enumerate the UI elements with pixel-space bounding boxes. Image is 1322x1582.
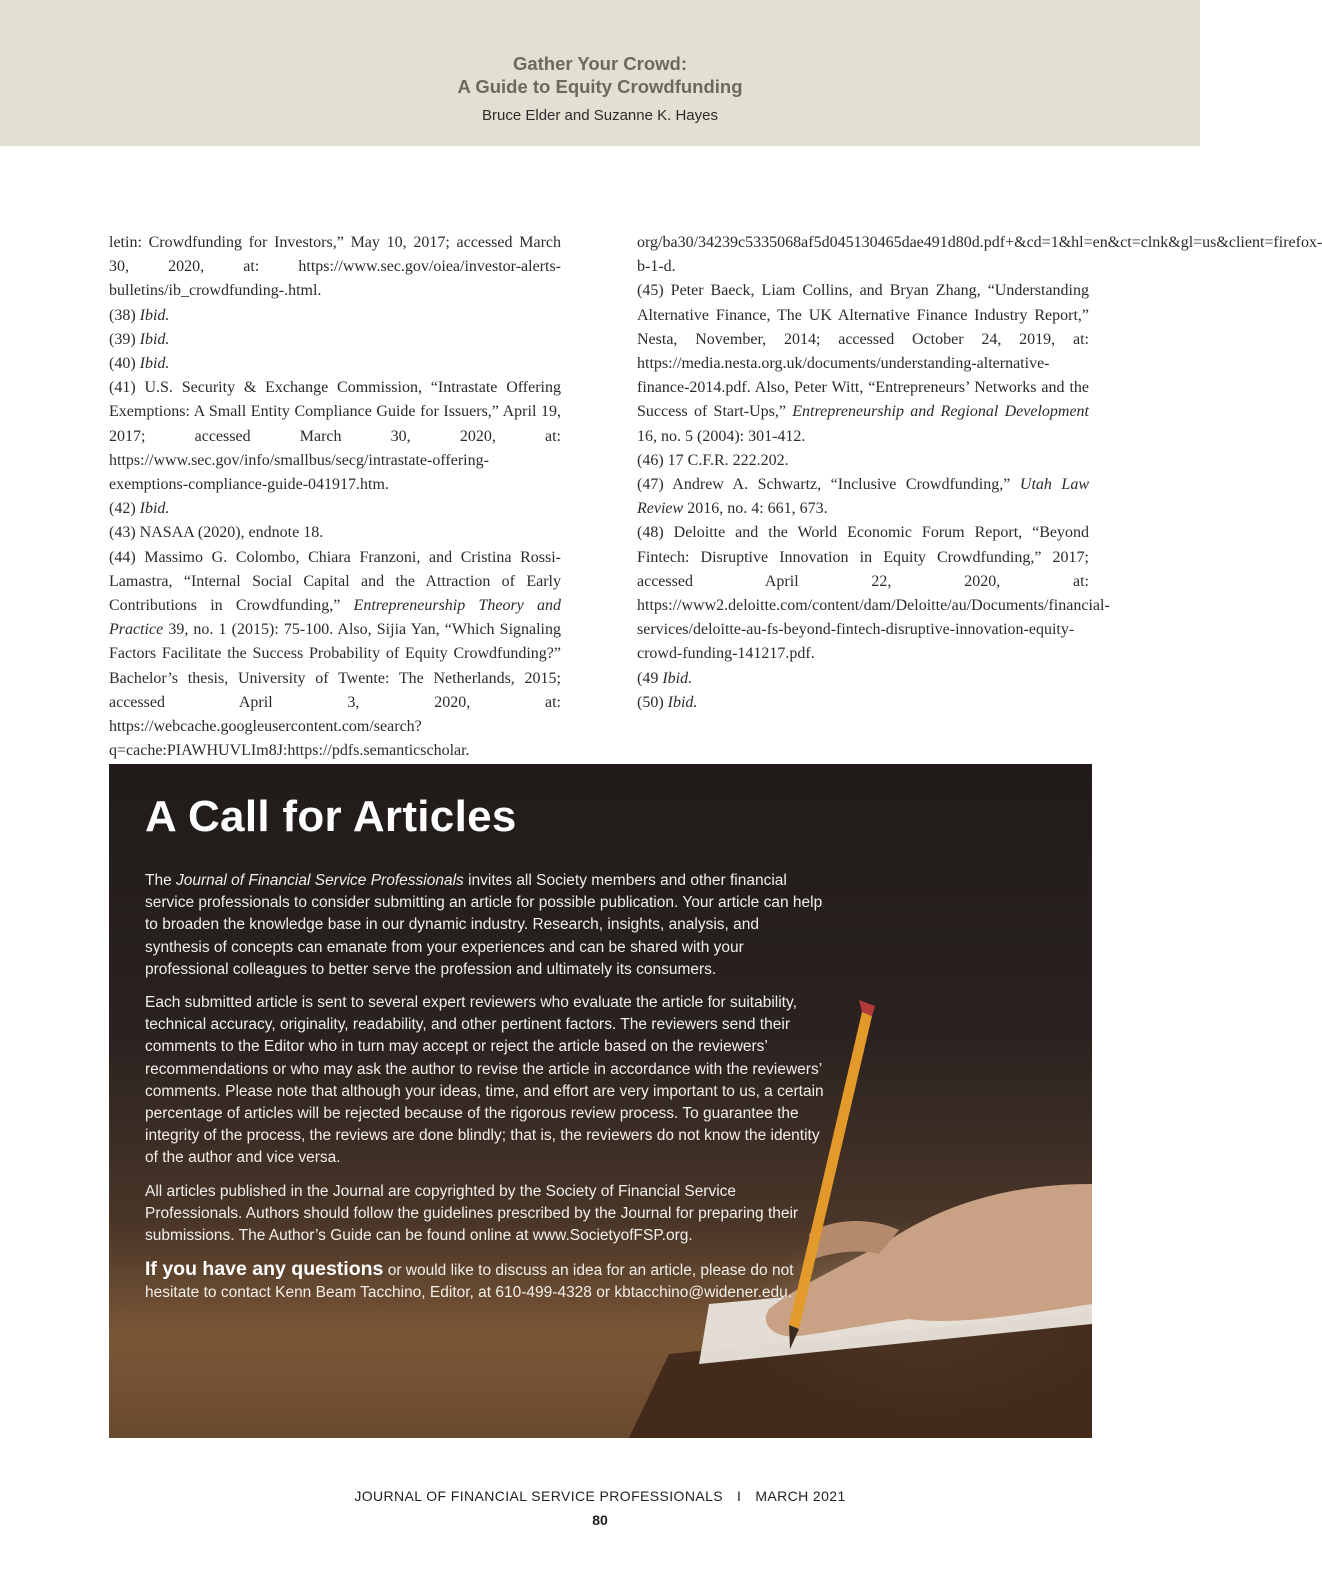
endnote-37-continued: letin: Crowdfunding for Investors,” May 10, 2017; accessed March 30, 2020, at: https://www.sec.gov/oiea/investor-alerts-bulletins/ib_crowdfunding-.html. xyxy=(109,234,561,300)
call-p1-text-a: The xyxy=(145,872,177,889)
endnote-45 xyxy=(637,279,1089,448)
questions-lead: If you have any questions xyxy=(145,1258,384,1281)
endnote-44-text-a: (44) Massimo G. Colombo, Chiara Franzoni, and Cristina Rossi-Lamastra, “Internal Social Capital and the Attraction of Early Contributions in Crowdfunding,” xyxy=(109,548,561,615)
call-paragraph-1 xyxy=(145,870,825,981)
endnote-44-continued: org/ba30/34239c5335068af5d045130465dae491d80d.pdf+&cd=1&hl=en&ct=clnk&gl=us&client=firefox-b-1-d. xyxy=(637,234,1322,276)
endnote-number: (40) xyxy=(109,355,136,373)
endnote-43: (43) NASAA (2020), endnote 18. xyxy=(109,524,324,542)
footer-date: MARCH 2021 xyxy=(755,1488,846,1504)
call-paragraph-4 xyxy=(145,1258,825,1304)
endnote-ibid: Ibid. xyxy=(139,306,170,324)
endnote-number: (38) xyxy=(109,306,136,324)
endnotes-left-column xyxy=(109,231,561,763)
endnote-38 xyxy=(109,304,561,328)
endnote-47-text-c: 2016, no. 4: 661, 673. xyxy=(683,500,828,518)
endnote-45-text-c: 16, no. 5 (2004): 301-412. xyxy=(637,427,806,445)
endnote-47 xyxy=(637,473,1089,521)
endnote-number: (49 xyxy=(637,669,659,687)
endnote-ibid: Ibid. xyxy=(139,355,170,373)
endnote-39 xyxy=(109,328,561,352)
call-for-articles-panel xyxy=(109,764,1092,1438)
header-authors: Bruce Elder and Suzanne K. Hayes xyxy=(482,107,718,124)
endnote-50 xyxy=(637,691,1089,715)
header-title-line1: Gather Your Crowd: xyxy=(512,53,688,74)
call-p1-text-b: invites all Society members and other financial service professionals to consider submitting an article for possible publication. Your article can help to broaden the knowledge base in our dynamic industry. Research, insights, analysis, and synthesis of concepts can emanate from your experiences and can be shared with your professional colleagues to better serve the profession and ultimately its consumers. xyxy=(145,872,823,978)
endnote-ibid: Ibid. xyxy=(667,693,698,711)
endnote-47-text-a: (47) Andrew A. Schwartz, “Inclusive Crowdfunding,” xyxy=(637,476,1020,494)
endnote-40 xyxy=(109,352,561,376)
endnote-44 xyxy=(109,546,561,764)
endnote-45-text-a: (45) Peter Baeck, Liam Collins, and Bryan Zhang, “Understanding Alternative Finance, The UK Alternative Finance Industry Report,” Nesta, November, 2014; accessed October 24, 2019, at: https://media.nesta.org.uk/documents/understanding-alternative-finance-2014.pdf. Also, Peter Witt, “Entrepreneurs’ Networks and the Success of Start-Ups,” xyxy=(637,282,1089,421)
footer-journal: JOURNAL OF FINANCIAL SERVICE PROFESSIONALS xyxy=(354,1488,724,1504)
endnote-47-journal: Utah Law Review xyxy=(637,476,1089,518)
footer-separator: I xyxy=(737,1488,742,1504)
endnote-44-journal: Entrepreneurship Theory and Practice xyxy=(109,597,561,639)
contact-text: or would like to discuss an idea for an article, please do not hesitate to contact Kenn Beam Tacchino, Editor, at 610-499-4328 or kbtacchino@widener.edu. xyxy=(145,1262,794,1302)
endnote-49 xyxy=(637,667,1089,691)
endnote-41: (41) U.S. Security & Exchange Commission, “Intrastate Offering Exemptions: A Small Entity Compliance Guide for Issuers,” April 19, 2017; accessed March 30, 2020, at: https://www.sec.gov/info/smallbus/secg/intrastate-offering-exemptions-compliance-guide-041917.htm. xyxy=(109,379,561,494)
endnote-48: (48) Deloitte and the World Economic Forum Report, “Beyond Fintech: Disruptive Innovation in Equity Crowdfunding,” 2017; accessed April 22, 2020, at: https://www2.deloitte.com/content/dam/Deloitte/au/Documents/financial-services/deloitte-au-fs-beyond-fintech-disruptive-innovation-equity-crowd-funding-141217.pdf. xyxy=(637,524,1110,663)
running-header xyxy=(0,0,1200,146)
call-for-articles-title: A Call for Articles xyxy=(145,792,517,841)
endnote-44-text-c: 39, no. 1 (2015): 75-100. Also, Sijia Yan, “Which Signaling Factors Facilitate the Success Probability of Equity Crowdfunding?” Bachelor’s thesis, University of Twente: The Netherlands, 2015; accessed April 3, 2020, at: https://webcache.googleusercontent.com/search?q=cache:PIAWHUVLIm8J:https://pdfs.semanticscholar. xyxy=(109,621,561,760)
header-title-line2: A Guide to Equity Crowdfunding xyxy=(457,76,743,97)
endnote-ibid: Ibid. xyxy=(662,669,693,687)
endnote-42 xyxy=(109,497,561,521)
call-paragraph-2: Each submitted article is sent to several expert reviewers who evaluate the article for suitability, technical accuracy, originality, readability, and other pertinent factors. The reviewers send their comments to the Editor who in turn may accept or reject the article based on the reviewers’ recommendations or who may ask the author to revise the article in accordance with the reviewers’ comments. Please note that although your ideas, time, and effort are very important to us, a certain percentage of articles will be rejected because of the rigorous review process. To guarantee the integrity of the process, the reviews are done blindly; that is, the reviewers do not know the identity of the author and vice versa. xyxy=(145,994,824,1167)
endnote-ibid: Ibid. xyxy=(139,500,170,518)
page-footer xyxy=(0,1488,1200,1504)
call-for-articles-body xyxy=(145,870,825,1316)
journal-name: Journal of Financial Service Professionals xyxy=(176,872,464,889)
endnote-ibid: Ibid. xyxy=(139,330,170,348)
endnote-number: (42) xyxy=(109,500,136,518)
endnote-number: (50) xyxy=(637,693,664,711)
pencil-eraser xyxy=(859,1000,875,1016)
endnote-45-journal: Entrepreneurship and Regional Development xyxy=(792,403,1089,421)
endnote-46: (46) 17 C.F.R. 222.202. xyxy=(637,451,789,469)
call-paragraph-3: All articles published in the Journal are copyrighted by the Society of Financial Service Professionals. Authors should follow the guidelines prescribed by the Journal for preparing their submissions. The Author’s Guide can be found online at www.SocietyofFSP.org. xyxy=(145,1182,799,1245)
page-number: 80 xyxy=(592,1512,608,1528)
endnotes-right-column xyxy=(637,231,1322,715)
endnote-number: (39) xyxy=(109,330,136,348)
